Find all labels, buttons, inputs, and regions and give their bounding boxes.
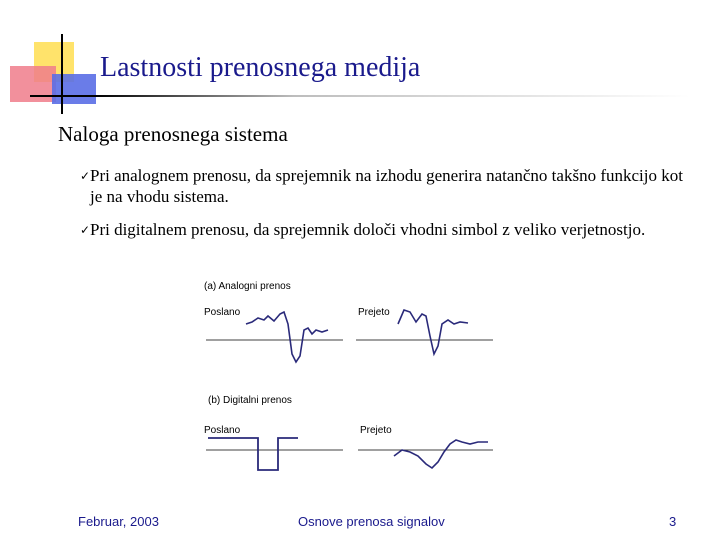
footer-topic: Osnove prenosa signalov — [298, 514, 445, 529]
title-underline — [30, 95, 690, 97]
bullet-text: Pri digitalnem prenosu, da sprejemnik določi vhodni simbol z veliko verjetnostjo. — [90, 220, 646, 239]
transmission-figure — [198, 276, 498, 496]
analog-sent-label: Poslano — [204, 307, 241, 318]
digital-sent-pulse — [208, 438, 298, 470]
page-number: 3 — [669, 514, 677, 529]
analog-heading: (a) Analogni prenos — [204, 281, 291, 292]
footer-date: Februar, 2003 — [78, 514, 159, 529]
decor-blue-square — [52, 74, 96, 104]
slide-title: Lastnosti prenosnega medija — [100, 52, 421, 83]
digital-received-wave — [394, 440, 488, 468]
digital-heading: (b) Digitalni prenos — [208, 395, 292, 406]
digital-sent-label: Poslano — [204, 425, 241, 436]
bullet-text: Pri analognem prenosu, da sprejemnik na izhodu generira natančno takšno funkcijo kot je na vhodu sistema. — [90, 166, 683, 206]
checkmark-icon: ✓ — [80, 169, 91, 183]
checkmark-icon: ✓ — [80, 223, 91, 237]
analog-received-label: Prejeto — [358, 307, 390, 318]
analog-sent-wave — [246, 312, 328, 362]
slide-subtitle: Naloga prenosnega sistema — [58, 122, 288, 146]
decor-vertical-line — [61, 34, 63, 114]
analog-received-wave — [398, 310, 468, 354]
digital-received-label: Prejeto — [360, 425, 392, 436]
